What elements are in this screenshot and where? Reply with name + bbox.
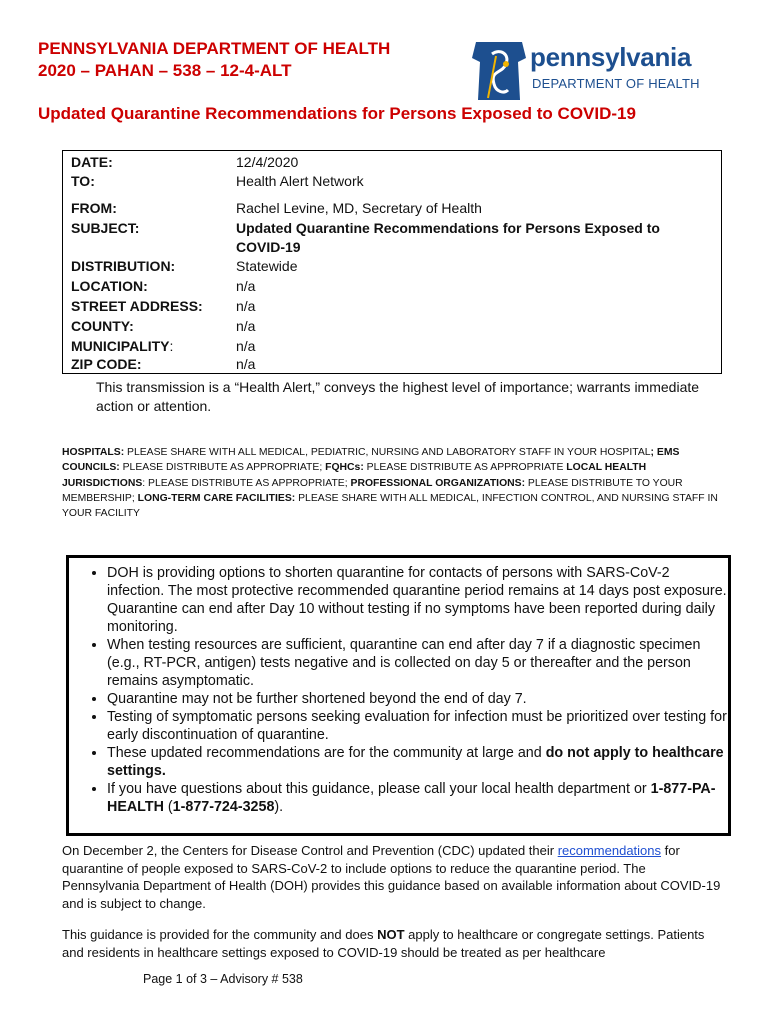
hospitals-text: PLEASE SHARE WITH ALL MEDICAL, PEDIATRIC, NURSING AND LABORATORY STAFF IN YOUR HOSPITAL: [124, 447, 651, 458]
paragraph-text-rest: apply to healthcare or congregate settings. Patients and residents in healthcare settings exposed to COVID-19 should be treated as per healthcare: [62, 927, 705, 960]
ems-text: PLEASE DISTRIBUTE AS APPROPRIATE;: [119, 462, 326, 474]
memo-metadata-table: [62, 150, 722, 374]
logo-subtitle: DEPARTMENT OF HEALTH: [532, 76, 700, 91]
to-label: TO:: [71, 173, 95, 189]
hospitals-label: HOSPITALS:: [62, 447, 125, 458]
subject-label: SUBJECT:: [71, 220, 140, 236]
to-value: Health Alert Network: [236, 173, 364, 189]
bullet-text: These updated recommendations are for the community at large and: [107, 745, 546, 761]
county-value: n/a: [236, 318, 256, 334]
bullet-text: If you have questions about this guidance, please call your local health department or: [107, 781, 651, 797]
page-footer: Page 1 of 3 – Advisory # 538: [143, 972, 303, 986]
location-value: n/a: [236, 278, 256, 294]
prof-org-text: PLEASE DISTRIBUTE TO YOUR MEMBERSHIP;: [62, 477, 683, 504]
municipality-label-text: MUNICIPALITY: [71, 338, 170, 354]
list-item: [107, 744, 727, 780]
document-subtitle: Updated Quarantine Recommendations for Persons Exposed to COVID-19: [38, 104, 636, 123]
from-label: FROM:: [71, 200, 117, 216]
prof-org-label: PROFESSIONAL ORGANIZATIONS:: [350, 477, 526, 489]
from-value: Rachel Levine, MD, Secretary of Health: [236, 200, 482, 216]
date-label: DATE:: [71, 154, 113, 170]
ltc-label: LONG-TERM CARE FACILITIES:: [137, 492, 296, 504]
bullet-text: DOH is providing options to shorten quarantine for contacts of persons with SARS-CoV-2 infection. The most protective recommended quarantine period remains at 14 days post exposure.: [107, 565, 727, 599]
bullet-text: When testing resources are sufficient, quarantine can end after day 7 if a diagnostic specimen (e.g., RT-PCR, antigen) tests negative and is collected on day 5 or thereafter and the person remains asymptomatic.: [107, 637, 701, 689]
advisory-number: 2020 – PAHAN – 538 – 12-4-ALT: [38, 61, 292, 80]
document-header: [38, 38, 390, 82]
ems-label: ; EMS COUNCILS:: [62, 447, 680, 474]
guidance-scope-paragraph: [62, 926, 722, 961]
bullet-text: Quarantine may not be further shortened beyond the end of day 7.: [107, 691, 527, 707]
paragraph-text-rest: for quarantine of people exposed to SARS-CoV-2 to include options to reduce the quarantine period. The Pennsylvania Department of Health (DOH) provides this guidance based on available information about COVID-19 and is subject to change.: [62, 843, 721, 911]
list-item: [107, 636, 727, 690]
location-label: LOCATION:: [71, 278, 148, 294]
distribution-value: Statewide: [236, 258, 298, 274]
bullet-punct-end: ).: [274, 799, 284, 815]
date-value: 12/4/2020: [236, 154, 299, 170]
cdc-update-paragraph: [62, 842, 722, 912]
key-points-box: [66, 555, 731, 836]
subject-value-line2: COVID-19: [236, 239, 301, 255]
paragraph-text: On December 2, the Centers for Disease Control and Prevention (CDC) updated their: [62, 843, 558, 858]
phone-number: 1-877-724-3258: [172, 799, 275, 815]
distribution-instructions: [62, 445, 722, 521]
bullet-punct: (: [163, 799, 173, 815]
municipality-label: [71, 337, 173, 356]
cdc-recommendations-link[interactable]: recommendations: [557, 843, 662, 858]
paragraph-bold: NOT: [377, 927, 405, 942]
pa-health-logo: [470, 40, 710, 104]
municipality-value: n/a: [236, 338, 256, 354]
fqhc-label: FQHCs:: [325, 462, 364, 474]
keystone-logo-icon: [470, 40, 528, 102]
zip-code-label: ZIP CODE:: [71, 356, 142, 372]
lhj-label: LOCAL HEALTH JURISDICTIONS: [62, 462, 647, 489]
key-points-list: [69, 564, 727, 816]
list-item: [107, 708, 727, 744]
bullet-bold-text: do not apply to healthcare settings.: [107, 745, 724, 779]
zip-code-value: n/a: [236, 356, 256, 372]
phone-name: 1-877-PA-HEALTH: [107, 781, 716, 815]
list-item: [107, 780, 727, 816]
bullet-text-continued: Quarantine can end after Day 10 without testing if no symptoms have been reported during daily monitoring.: [107, 601, 715, 635]
bullet-text: Testing of symptomatic persons seeking evaluation for infection must be prioritized over testing for early discontinuation of quarantine.: [107, 709, 727, 743]
subject-value-line1: Updated Quarantine Recommendations for Persons Exposed to: [236, 220, 660, 236]
department-title: PENNSYLVANIA DEPARTMENT OF HEALTH: [38, 39, 391, 58]
county-label: COUNTY:: [71, 318, 134, 334]
logo-wordmark: pennsylvania: [530, 42, 692, 72]
street-address-label: STREET ADDRESS:: [71, 298, 203, 314]
ltc-text: PLEASE SHARE WITH ALL MEDICAL, INFECTION CONTROL, AND NURSING STAFF IN YOUR FACILITY: [62, 492, 718, 520]
street-address-value: n/a: [236, 298, 256, 314]
health-alert-notice: This transmission is a “Health Alert,” conveys the highest level of importance; warrants immediate action or attention.: [96, 379, 700, 414]
lhj-text: : PLEASE DISTRIBUTE AS APPROPRIATE;: [142, 477, 351, 489]
fqhc-text: PLEASE DISTRIBUTE AS APPROPRIATE: [363, 462, 567, 474]
list-item: [107, 564, 727, 636]
paragraph-text: This guidance is provided for the community and does: [62, 927, 378, 942]
list-item: [107, 690, 727, 708]
municipality-colon: :: [169, 338, 174, 354]
distribution-label: DISTRIBUTION:: [71, 258, 176, 274]
